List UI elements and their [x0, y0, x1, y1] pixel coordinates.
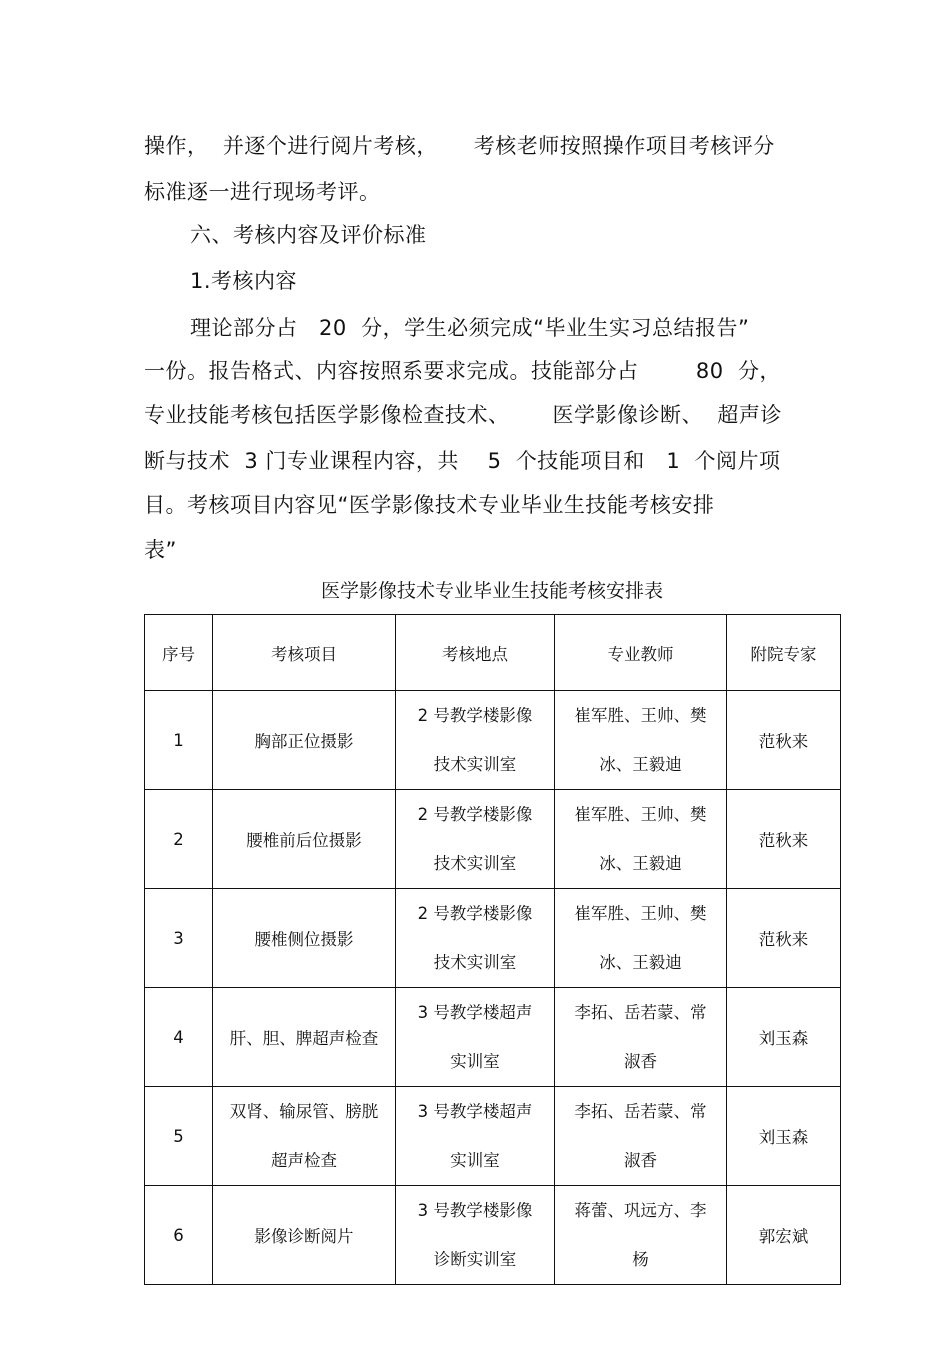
- table-row: [145, 889, 841, 988]
- cell-teacher-line: 淑香: [624, 1151, 657, 1170]
- paragraph-line: 一份。报告格式、内容按照系要求完成。技能部分占 80 分，: [144, 359, 781, 383]
- paragraph-line: 专业技能考核包括医学影像检查技术、 医学影像诊断、 超声诊: [144, 403, 782, 427]
- cell-place-line: 实训室: [450, 1052, 500, 1071]
- cell-place: [396, 889, 555, 988]
- cell-item-line: 肝、胆、脾超声检查: [229, 1029, 379, 1048]
- cell-item-line: 双肾、输尿管、膀胱: [229, 1102, 379, 1121]
- table-header-row: [145, 615, 841, 691]
- cell-expert: 范秋来: [727, 889, 841, 988]
- cell-place-line: 技术实训室: [433, 755, 517, 774]
- cell-teacher-line: 崔军胜、王帅、樊: [574, 805, 707, 824]
- cell-no: 3: [145, 889, 213, 988]
- cell-place: [396, 691, 555, 790]
- cell-item-line: 影像诊断阅片: [254, 1227, 354, 1246]
- table-row: [145, 1186, 841, 1285]
- cell-expert: 范秋来: [727, 790, 841, 889]
- cell-teacher-line: 冰、王毅迪: [599, 755, 682, 774]
- cell-item-line: 超声检查: [271, 1151, 337, 1170]
- cell-no: 5: [145, 1087, 213, 1186]
- cell-teacher-line: 冰、王毅迪: [599, 854, 682, 873]
- cell-no: 2: [145, 790, 213, 889]
- subsection-heading: 1.考核内容: [190, 269, 298, 293]
- cell-teacher-line: 李拓、岳若蒙、常: [574, 1102, 707, 1121]
- cell-teacher: [555, 988, 727, 1087]
- header-teacher: 专业教师: [555, 615, 727, 691]
- header-place: 考核地点: [396, 615, 555, 691]
- cell-teacher-line: 淑香: [624, 1052, 657, 1071]
- paragraph-line: 目。考核项目内容见“医学影像技术专业毕业生技能考核安排: [144, 493, 715, 517]
- cell-teacher-line: 崔军胜、王帅、樊: [574, 904, 707, 923]
- table-caption: 医学影像技术专业毕业生技能考核安排表: [320, 580, 663, 602]
- cell-place: [396, 988, 555, 1087]
- cell-expert: 刘玉森: [727, 988, 841, 1087]
- header-item: 考核项目: [213, 615, 396, 691]
- section-heading: 六、考核内容及评价标准: [190, 223, 427, 247]
- paragraph-line: 表”: [144, 538, 177, 562]
- cell-item: [213, 889, 396, 988]
- cell-place-line: 3 号教学楼影像: [417, 1201, 533, 1220]
- cell-item: [213, 988, 396, 1087]
- cell-teacher: [555, 1186, 727, 1285]
- cell-teacher-line: 蒋蕾、巩远方、李: [574, 1201, 707, 1220]
- cell-item-line: 胸部正位摄影: [254, 732, 354, 751]
- cell-teacher-line: 李拓、岳若蒙、常: [574, 1003, 707, 1022]
- cell-place: [396, 790, 555, 889]
- paragraph-line: 理论部分占 20 分，学生必须完成“毕业生实习总结报告”: [190, 316, 750, 340]
- cell-no: 4: [145, 988, 213, 1087]
- table-row: [145, 790, 841, 889]
- exam-schedule-table: [144, 614, 841, 1285]
- cell-item: [213, 1186, 396, 1285]
- cell-place-line: 3 号教学楼超声: [417, 1102, 533, 1121]
- cell-teacher: [555, 1087, 727, 1186]
- cell-place-line: 技术实训室: [433, 854, 517, 873]
- cell-item-line: 腰椎前后位摄影: [246, 831, 362, 850]
- paragraph-line: 标准逐一进行现场考评。: [144, 180, 381, 204]
- cell-place-line: 2 号教学楼影像: [417, 706, 533, 725]
- cell-teacher-line: 崔军胜、王帅、樊: [574, 706, 707, 725]
- cell-place: [396, 1186, 555, 1285]
- cell-place-line: 技术实训室: [433, 953, 517, 972]
- cell-item: [213, 691, 396, 790]
- cell-no: 1: [145, 691, 213, 790]
- cell-place-line: 2 号教学楼影像: [417, 904, 533, 923]
- cell-place-line: 诊断实训室: [433, 1250, 517, 1269]
- cell-teacher: [555, 889, 727, 988]
- table-row: [145, 988, 841, 1087]
- cell-place-line: 实训室: [450, 1151, 500, 1170]
- cell-teacher: [555, 691, 727, 790]
- cell-place-line: 3 号教学楼超声: [417, 1003, 533, 1022]
- cell-item-line: 腰椎侧位摄影: [254, 930, 354, 949]
- cell-expert: 范秋来: [727, 691, 841, 790]
- table-row: [145, 1087, 841, 1186]
- cell-place: [396, 1087, 555, 1186]
- cell-teacher: [555, 790, 727, 889]
- cell-teacher-line: 杨: [632, 1250, 649, 1269]
- paragraph-line: 断与技术 3 门专业课程内容，共 5 个技能项目和 1 个阅片项: [144, 449, 781, 473]
- cell-expert: 郭宏斌: [727, 1186, 841, 1285]
- cell-no: 6: [145, 1186, 213, 1285]
- header-expert: 附院专家: [727, 615, 841, 691]
- cell-teacher-line: 冰、王毅迪: [599, 953, 682, 972]
- cell-place-line: 2 号教学楼影像: [417, 805, 533, 824]
- cell-expert: 刘玉森: [727, 1087, 841, 1186]
- cell-item: [213, 790, 396, 889]
- table-row: [145, 691, 841, 790]
- header-no: 序号: [145, 615, 213, 691]
- paragraph-line: 操作， 并逐个进行阅片考核， 考核老师按照操作项目考核评分: [144, 134, 775, 158]
- cell-item: [213, 1087, 396, 1186]
